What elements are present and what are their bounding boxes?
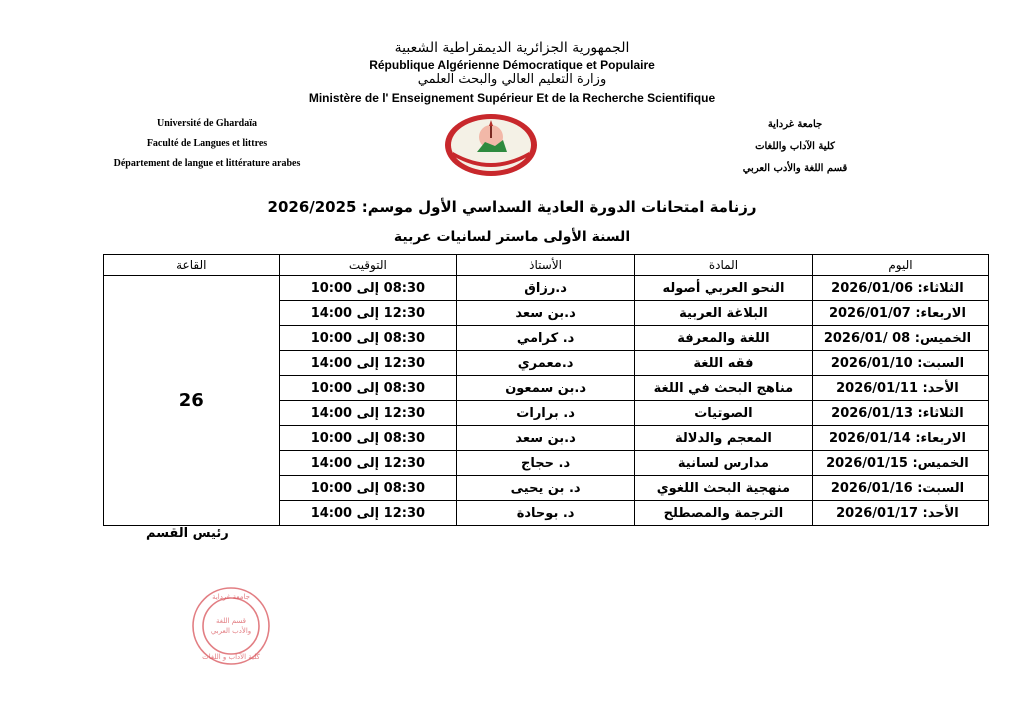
svg-text:كلية الآداب و اللغات: كلية الآداب و اللغات bbox=[202, 653, 260, 661]
subject-cell: مناهج البحث في اللغة bbox=[634, 376, 812, 401]
ministry-title-french: Ministère de l' Enseignement Supérieur Et de la Recherche Scientifique bbox=[308, 91, 716, 105]
exam-schedule-table bbox=[103, 254, 989, 526]
ministry-title-arabic: وزارة التعليم العالي والبحث العلمي bbox=[417, 72, 607, 87]
subject-cell: الصوتيات bbox=[634, 401, 812, 426]
time-cell: 12:30 إلى 14:00 bbox=[279, 501, 457, 526]
svg-text:والأدب العربي: والأدب العربي bbox=[210, 627, 252, 635]
day-cell: الثلاثاء: 2026/01/06 bbox=[812, 276, 988, 301]
table-row bbox=[104, 276, 989, 301]
department-name-french: Département de langue et littérature arabes bbox=[113, 158, 301, 169]
professor-cell: د.بن سعد bbox=[457, 301, 635, 326]
subject-cell: منهجية البحث اللغوي bbox=[634, 476, 812, 501]
day-cell: الخميس: 2026/01/15 bbox=[812, 451, 988, 476]
time-cell: 08:30 إلى 10:00 bbox=[279, 426, 457, 451]
day-cell: السبت: 2026/01/16 bbox=[812, 476, 988, 501]
professor-cell: د. بوحادة bbox=[457, 501, 635, 526]
institution-block-french bbox=[112, 114, 302, 174]
professor-cell: د.رزاق bbox=[457, 276, 635, 301]
professor-cell: د.معمري bbox=[457, 351, 635, 376]
header-day: اليوم bbox=[812, 255, 988, 276]
day-cell: الثلاثاء: 2026/01/13 bbox=[812, 401, 988, 426]
room-cell: 26 bbox=[104, 276, 280, 526]
day-cell: السبت: 2026/01/10 bbox=[812, 351, 988, 376]
subject-cell: اللغة والمعرفة bbox=[634, 326, 812, 351]
header-room: القاعة bbox=[104, 255, 280, 276]
subject-cell: البلاغة العربية bbox=[634, 301, 812, 326]
department-name-arabic: قسم اللغة والأدب العربي bbox=[742, 163, 848, 174]
subject-cell: مدارس لسانية bbox=[634, 451, 812, 476]
faculty-name-arabic: كلية الآداب واللغات bbox=[755, 141, 835, 152]
subject-cell: فقه اللغة bbox=[634, 351, 812, 376]
republic-title-french: République Algérienne Démocratique et Populaire bbox=[369, 58, 655, 72]
time-cell: 08:30 إلى 10:00 bbox=[279, 476, 457, 501]
time-cell: 08:30 إلى 10:00 bbox=[279, 326, 457, 351]
time-cell: 08:30 إلى 10:00 bbox=[279, 276, 457, 301]
svg-text:جامعة غرداية: جامعة غرداية bbox=[212, 593, 250, 601]
university-name-arabic: جامعة غرداية bbox=[767, 119, 823, 130]
time-cell: 12:30 إلى 14:00 bbox=[279, 451, 457, 476]
time-cell: 08:30 إلى 10:00 bbox=[279, 376, 457, 401]
day-cell: الاربعاء: 2026/01/07 bbox=[812, 301, 988, 326]
header-subject: المادة bbox=[634, 255, 812, 276]
program-subtitle: السنة الأولى ماستر لسانيات عربية bbox=[393, 229, 631, 245]
day-cell: الأحد: 2026/01/11 bbox=[812, 376, 988, 401]
professor-cell: د. برارات bbox=[457, 401, 635, 426]
time-cell: 12:30 إلى 14:00 bbox=[279, 351, 457, 376]
header-professor: الأستاذ bbox=[457, 255, 635, 276]
republic-title-arabic: الجمهورية الجزائرية الديمقراطية الشعبية bbox=[394, 40, 630, 56]
department-stamp-icon bbox=[190, 585, 272, 667]
day-cell: الاربعاء: 2026/01/14 bbox=[812, 426, 988, 451]
day-cell: الأحد: 2026/01/17 bbox=[812, 501, 988, 526]
faculty-name-french: Faculté de Langues et littres bbox=[146, 138, 268, 149]
time-cell: 12:30 إلى 14:00 bbox=[279, 401, 457, 426]
time-cell: 12:30 إلى 14:00 bbox=[279, 301, 457, 326]
svg-text:قسم اللغة: قسم اللغة bbox=[216, 617, 246, 625]
professor-cell: د.بن سمعون bbox=[457, 376, 635, 401]
subject-cell: المعجم والدلالة bbox=[634, 426, 812, 451]
day-cell: الخميس: 08 /2026/01 bbox=[812, 326, 988, 351]
institution-block-arabic bbox=[720, 114, 870, 180]
subject-cell: الترجمة والمصطلح bbox=[634, 501, 812, 526]
table-header-row bbox=[104, 255, 989, 276]
professor-cell: د. حجاج bbox=[457, 451, 635, 476]
university-name-french: Université de Ghardaïa bbox=[157, 118, 257, 129]
professor-cell: د. بن يحيى bbox=[457, 476, 635, 501]
professor-cell: د. كرامي bbox=[457, 326, 635, 351]
university-logo-icon bbox=[443, 112, 539, 178]
exam-schedule-title: رزنامة امتحانات الدورة العادية السداسي الأول موسم: 2026/2025 bbox=[267, 198, 757, 216]
subject-cell: النحو العربي أصوله bbox=[634, 276, 812, 301]
professor-cell: د.بن سعد bbox=[457, 426, 635, 451]
head-of-department-label: رئيس القسم bbox=[146, 526, 229, 541]
header-time: التوقيت bbox=[279, 255, 457, 276]
